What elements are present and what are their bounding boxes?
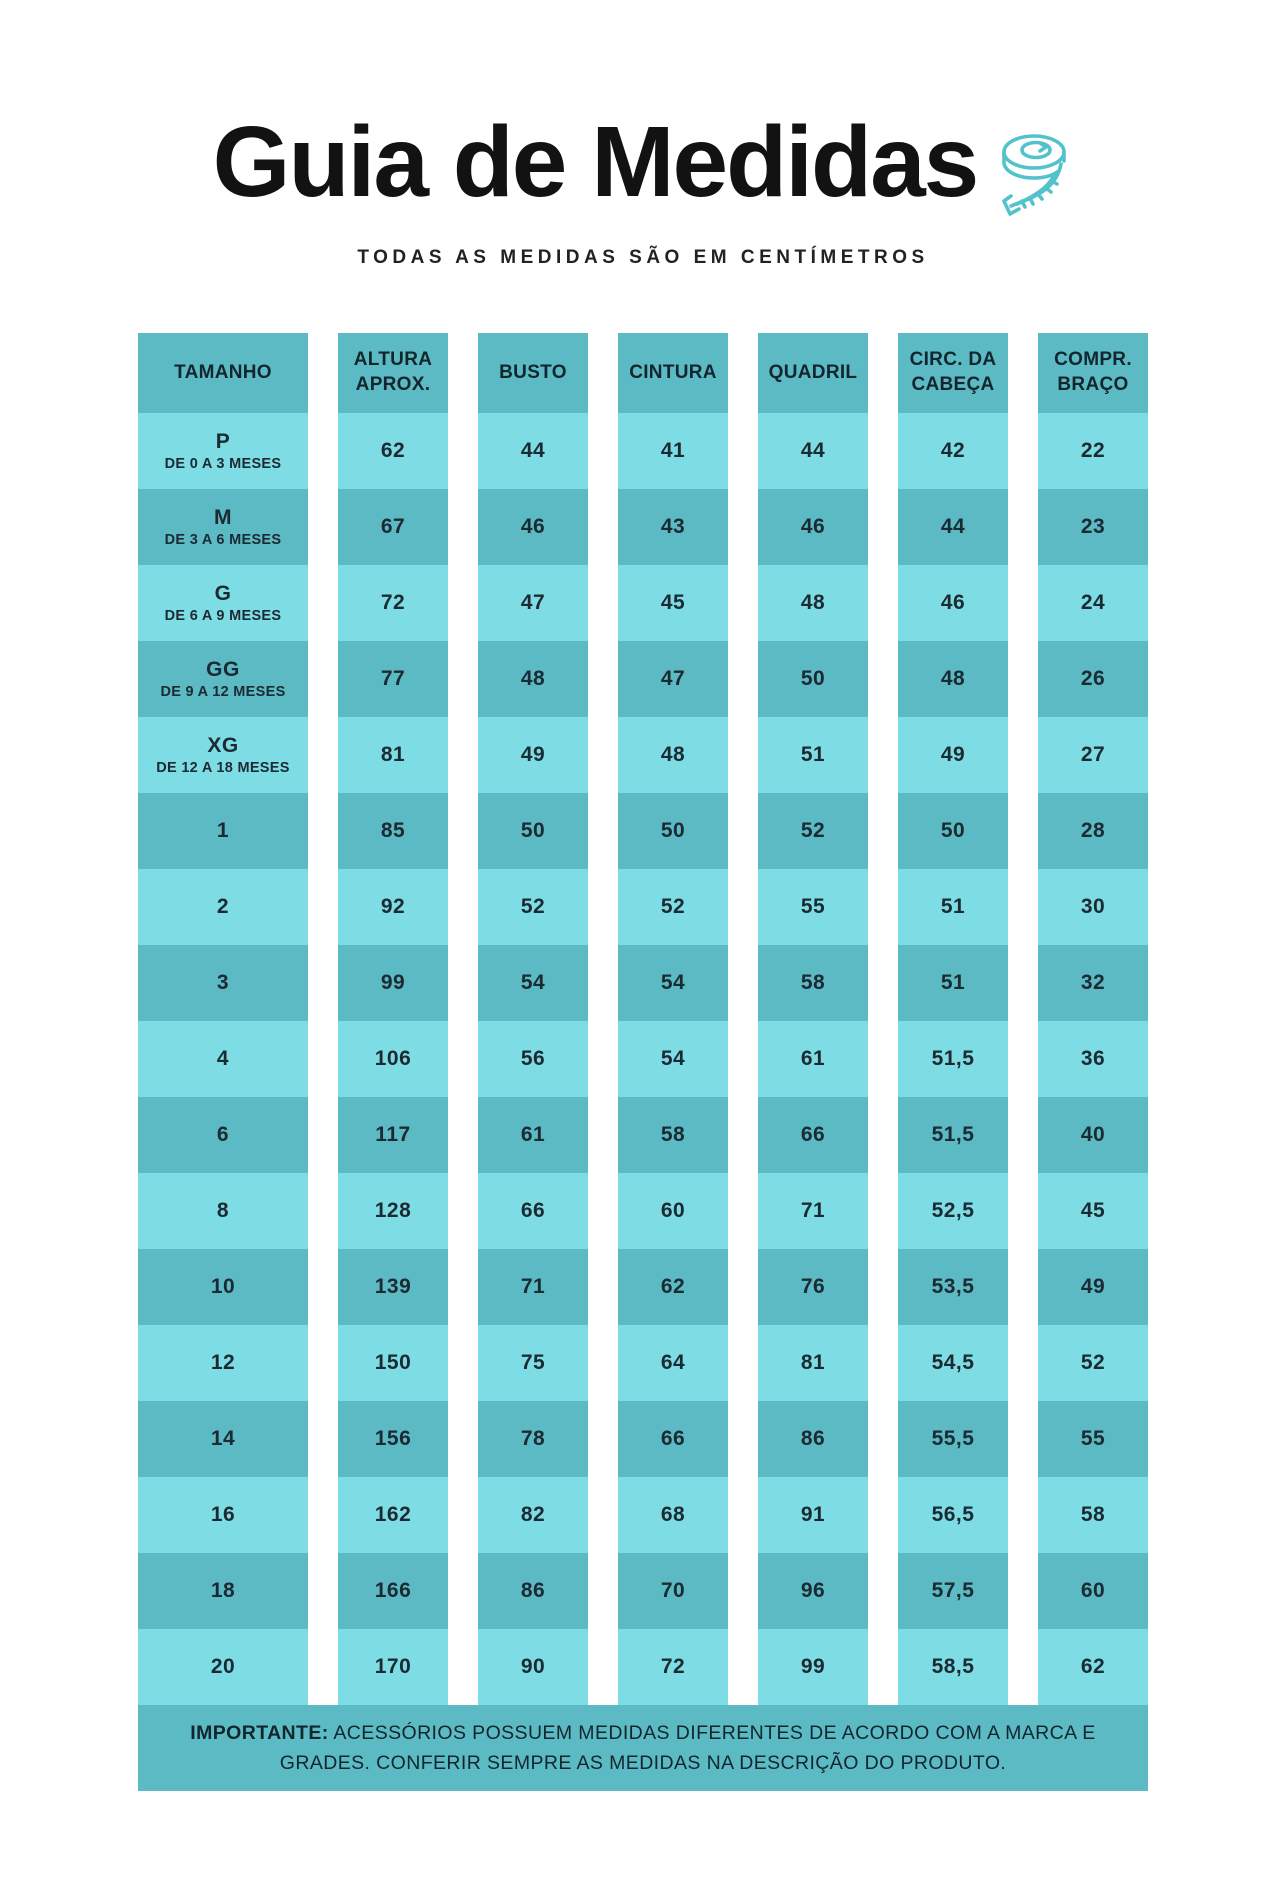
measure-value-cell: 51,5 [898,1097,1008,1173]
measure-value-cell: 66 [758,1097,868,1173]
size-cell [138,793,308,869]
measure-value-cell: 96 [758,1553,868,1629]
measure-value-cell: 56 [478,1021,588,1097]
measure-value-cell: 75 [478,1325,588,1401]
measure-value-cell: 51 [898,869,1008,945]
measure-value-cell: 71 [758,1173,868,1249]
size-label: 14 [210,1427,236,1450]
size-cell [138,1249,308,1325]
size-cell [138,489,308,565]
measure-value-cell: 91 [758,1477,868,1553]
measure-value-cell: 71 [478,1249,588,1325]
size-label: 12 [210,1351,236,1374]
measure-value-cell: 45 [618,565,728,641]
measure-value-cell: 42 [898,413,1008,489]
measure-value-cell: 86 [758,1401,868,1477]
measure-value-cell: 58 [618,1097,728,1173]
measure-value-cell: 76 [758,1249,868,1325]
measure-value-cell: 48 [618,717,728,793]
measure-value-cell: 81 [758,1325,868,1401]
measure-value-cell: 58,5 [898,1629,1008,1705]
measure-value-cell: 48 [898,641,1008,717]
measure-value-cell: 68 [618,1477,728,1553]
size-label: P [215,430,231,453]
size-cell [138,413,308,489]
measure-value-cell: 51 [758,717,868,793]
column-header-2: BUSTO [478,333,588,413]
column-header-4: QUADRIL [758,333,868,413]
measure-value-cell: 23 [1038,489,1148,565]
measure-value-cell: 28 [1038,793,1148,869]
measure-value-cell: 92 [338,869,448,945]
size-cell [138,1401,308,1477]
size-label: 8 [216,1199,230,1222]
measure-value-cell: 46 [758,489,868,565]
size-label: 1 [216,819,230,842]
column-header-3: CINTURA [618,333,728,413]
measure-value-cell: 99 [338,945,448,1021]
column-header-1: ALTURA APROX. [338,333,448,413]
size-age-range: DE 12 A 18 MESES [156,760,290,776]
size-label: 10 [210,1275,236,1298]
size-age-range: DE 6 A 9 MESES [164,608,282,624]
measure-value-cell: 58 [758,945,868,1021]
size-label: 2 [216,895,230,918]
measure-value-cell: 36 [1038,1021,1148,1097]
measure-value-cell: 66 [478,1173,588,1249]
measure-value-cell: 86 [478,1553,588,1629]
measure-value-cell: 48 [478,641,588,717]
measure-value-cell: 170 [338,1629,448,1705]
size-label: XG [207,734,239,757]
measure-value-cell: 26 [1038,641,1148,717]
size-cell [138,1173,308,1249]
measure-value-cell: 54 [478,945,588,1021]
measure-value-cell: 64 [618,1325,728,1401]
size-cell [138,1477,308,1553]
size-label: 20 [210,1655,236,1678]
measure-value-cell: 49 [1038,1249,1148,1325]
size-label: 4 [216,1047,230,1070]
measure-value-cell: 50 [478,793,588,869]
measure-value-cell: 44 [898,489,1008,565]
size-cell [138,641,308,717]
size-label: 18 [210,1579,236,1602]
size-cell [138,1097,308,1173]
measure-value-cell: 60 [618,1173,728,1249]
measure-value-cell: 52,5 [898,1173,1008,1249]
column-header-6: COMPR. BRAÇO [1038,333,1148,413]
size-cell [138,945,308,1021]
measure-value-cell: 62 [338,413,448,489]
size-label: 16 [210,1503,236,1526]
measure-value-cell: 54 [618,1021,728,1097]
size-label: G [214,582,232,605]
size-cell [138,1629,308,1705]
measure-value-cell: 52 [758,793,868,869]
measure-value-cell: 52 [618,869,728,945]
measure-value-cell: 60 [1038,1553,1148,1629]
size-age-range: DE 0 A 3 MESES [164,456,282,472]
measure-value-cell: 32 [1038,945,1148,1021]
measure-value-cell: 50 [618,793,728,869]
measure-value-cell: 46 [898,565,1008,641]
measure-value-cell: 106 [338,1021,448,1097]
page-subtitle: TODAS AS MEDIDAS SÃO EM CENTÍMETROS [357,247,929,268]
size-table [138,333,1148,1791]
measure-value-cell: 50 [758,641,868,717]
measure-value-cell: 52 [1038,1325,1148,1401]
measure-value-cell: 156 [338,1401,448,1477]
measure-value-cell: 62 [1038,1629,1148,1705]
column-header-0: TAMANHO [138,333,308,413]
size-label: 3 [216,971,230,994]
measure-value-cell: 30 [1038,869,1148,945]
measure-value-cell: 72 [618,1629,728,1705]
measure-value-cell: 40 [1038,1097,1148,1173]
measure-value-cell: 139 [338,1249,448,1325]
measure-value-cell: 78 [478,1401,588,1477]
size-cell [138,1021,308,1097]
measure-value-cell: 66 [618,1401,728,1477]
important-note [138,1705,1148,1791]
measure-value-cell: 48 [758,565,868,641]
measure-value-cell: 77 [338,641,448,717]
size-cell [138,1553,308,1629]
measure-value-cell: 81 [338,717,448,793]
measure-value-cell: 50 [898,793,1008,869]
size-age-range: DE 9 A 12 MESES [160,684,286,700]
measure-value-cell: 52 [478,869,588,945]
measure-value-cell: 72 [338,565,448,641]
measure-value-cell: 41 [618,413,728,489]
measure-value-cell: 54,5 [898,1325,1008,1401]
measure-value-cell: 61 [758,1021,868,1097]
measure-value-cell: 43 [618,489,728,565]
measure-value-cell: 55 [1038,1401,1148,1477]
measure-value-cell: 67 [338,489,448,565]
measure-value-cell: 85 [338,793,448,869]
tape-measure-icon [991,128,1073,225]
measure-value-cell: 150 [338,1325,448,1401]
page-title: Guia de Medidas [212,106,978,218]
size-cell [138,565,308,641]
measure-value-cell: 49 [478,717,588,793]
measure-value-cell: 24 [1038,565,1148,641]
measure-value-cell: 128 [338,1173,448,1249]
measure-value-cell: 47 [618,641,728,717]
size-cell [138,1325,308,1401]
header [0,0,1286,269]
measure-value-cell: 90 [478,1629,588,1705]
important-note-label: IMPORTANTE: [190,1722,329,1744]
measure-value-cell: 55 [758,869,868,945]
measure-value-cell: 56,5 [898,1477,1008,1553]
measure-value-cell: 22 [1038,413,1148,489]
measure-value-cell: 45 [1038,1173,1148,1249]
measure-value-cell: 61 [478,1097,588,1173]
size-label: M [214,506,232,529]
measure-value-cell: 162 [338,1477,448,1553]
size-cell [138,869,308,945]
measure-value-cell: 46 [478,489,588,565]
title-row [0,100,1286,225]
measure-value-cell: 117 [338,1097,448,1173]
measure-value-cell: 54 [618,945,728,1021]
measure-value-cell: 55,5 [898,1401,1008,1477]
measure-value-cell: 47 [478,565,588,641]
size-label: 6 [216,1123,230,1146]
measure-value-cell: 62 [618,1249,728,1325]
measure-value-cell: 166 [338,1553,448,1629]
measure-value-cell: 51 [898,945,1008,1021]
measure-value-cell: 57,5 [898,1553,1008,1629]
measure-value-cell: 82 [478,1477,588,1553]
measure-value-cell: 99 [758,1629,868,1705]
size-age-range: DE 3 A 6 MESES [164,532,282,548]
column-header-5: CIRC. DA CABEÇA [898,333,1008,413]
measure-value-cell: 53,5 [898,1249,1008,1325]
measure-value-cell: 49 [898,717,1008,793]
size-table-grid [138,333,1148,1705]
measure-value-cell: 70 [618,1553,728,1629]
measure-value-cell: 27 [1038,717,1148,793]
size-label: GG [206,658,240,681]
measure-value-cell: 44 [478,413,588,489]
size-cell [138,717,308,793]
measure-value-cell: 51,5 [898,1021,1008,1097]
important-note-text: ACESSÓRIOS POSSUEM MEDIDAS DIFERENTES DE ACORDO COM A MARCA E GRADES. CONFERIR SEMPRE AS MEDIDAS NA DESCRIÇÃO DO PRODUTO. [279,1722,1096,1775]
measure-value-cell: 58 [1038,1477,1148,1553]
measure-value-cell: 44 [758,413,868,489]
